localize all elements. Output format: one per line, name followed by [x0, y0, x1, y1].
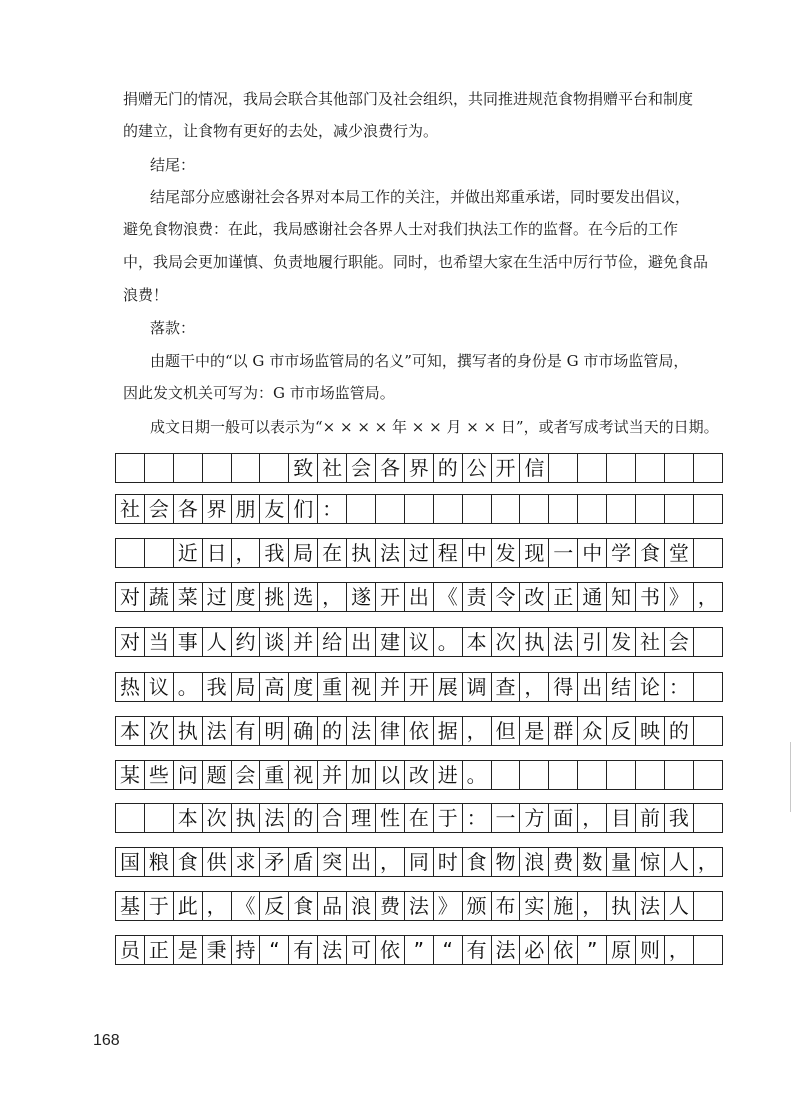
grid-cell: 依 — [549, 936, 578, 964]
grid-cell: 》 — [434, 892, 463, 920]
grid-cell: 食 — [174, 848, 203, 876]
grid-cell: 。 — [434, 628, 463, 656]
grid-cell — [694, 673, 723, 701]
grid-cell: 人 — [203, 628, 232, 656]
grid-cell: 执 — [174, 717, 203, 745]
grid-cell: 法 — [260, 804, 289, 832]
grid-cell — [347, 495, 376, 523]
grid-cell — [232, 454, 261, 482]
grid-cell — [694, 717, 723, 745]
grid-cell: 改 — [405, 761, 434, 789]
grid-cell: 食 — [289, 892, 318, 920]
grid-cell: 会 — [232, 761, 261, 789]
grid-cell — [520, 761, 549, 789]
grid-cell: 中 — [463, 539, 492, 567]
grid-cell: 结 — [607, 673, 636, 701]
grid-cell: 量 — [607, 848, 636, 876]
grid-cell: 供 — [203, 848, 232, 876]
grid-cell: 些 — [145, 761, 174, 789]
grid-cell: 视 — [347, 673, 376, 701]
grid-cell: 人 — [665, 848, 694, 876]
section-heading-signature: 落款： — [150, 319, 196, 337]
grid-cell: 现 — [520, 539, 549, 567]
grid-cell: 的 — [665, 717, 694, 745]
grid-cell: 展 — [434, 673, 463, 701]
grid-row — [115, 935, 723, 965]
grid-cell: 查 — [492, 673, 521, 701]
grid-cell: 给 — [318, 628, 347, 656]
grid-cell: 次 — [145, 717, 174, 745]
grid-cell: 是 — [174, 936, 203, 964]
grid-cell: 理 — [347, 804, 376, 832]
grid-cell — [694, 495, 723, 523]
grid-cell: 视 — [289, 761, 318, 789]
grid-cell: 必 — [520, 936, 549, 964]
grid-cell: 本 — [174, 804, 203, 832]
grid-cell: ， — [520, 673, 549, 701]
grid-cell: 知 — [607, 583, 636, 611]
grid-cell — [203, 454, 232, 482]
grid-cell: 近 — [174, 539, 203, 567]
grid-cell — [636, 495, 665, 523]
grid-cell: 议 — [145, 673, 174, 701]
grid-cell: 的 — [434, 454, 463, 482]
grid-cell: 令 — [492, 583, 521, 611]
grid-cell: 我 — [203, 673, 232, 701]
grid-cell: 品 — [318, 892, 347, 920]
grid-cell: 蔬 — [145, 583, 174, 611]
grid-cell: 人 — [665, 892, 694, 920]
grid-cell: ” — [405, 936, 434, 964]
grid-cell: ， — [463, 717, 492, 745]
grid-cell — [145, 454, 174, 482]
grid-cell — [492, 495, 521, 523]
grid-row — [115, 494, 723, 524]
grid-cell: 我 — [665, 804, 694, 832]
grid-cell — [145, 539, 174, 567]
grid-cell — [694, 892, 723, 920]
grid-cell: 重 — [260, 761, 289, 789]
grid-cell: 朋 — [232, 495, 261, 523]
grid-cell: 费 — [549, 848, 578, 876]
grid-cell — [116, 454, 145, 482]
grid-cell: 粮 — [145, 848, 174, 876]
grid-cell: 得 — [549, 673, 578, 701]
grid-cell: 反 — [607, 717, 636, 745]
grid-cell: 可 — [347, 936, 376, 964]
grid-cell: ， — [694, 583, 723, 611]
grid-cell: ： — [318, 495, 347, 523]
grid-cell: 合 — [318, 804, 347, 832]
grid-cell: 论 — [636, 673, 665, 701]
grid-cell — [434, 495, 463, 523]
grid-cell: 浪 — [347, 892, 376, 920]
grid-cell: ： — [665, 673, 694, 701]
grid-cell: 局 — [232, 673, 261, 701]
grid-cell: 发 — [607, 628, 636, 656]
grid-cell: 题 — [203, 761, 232, 789]
grid-cell: 本 — [116, 717, 145, 745]
grid-cell: 们 — [289, 495, 318, 523]
grid-cell — [694, 539, 723, 567]
body-text-line-11: 成文日期一般可以表示为“× × × × 年 × × 月 × × 日”，或者写成考试当天的日期。 — [150, 418, 719, 436]
grid-cell: ： — [463, 804, 492, 832]
grid-cell: 引 — [578, 628, 607, 656]
grid-cell: 矛 — [260, 848, 289, 876]
grid-cell: 调 — [463, 673, 492, 701]
grid-cell — [694, 804, 723, 832]
grid-cell — [174, 454, 203, 482]
grid-cell: 有 — [289, 936, 318, 964]
grid-cell: 法 — [636, 892, 665, 920]
grid-cell: 正 — [145, 936, 174, 964]
grid-cell: 出 — [578, 673, 607, 701]
grid-cell: 加 — [347, 761, 376, 789]
grid-cell: 员 — [116, 936, 145, 964]
grid-cell: 但 — [492, 717, 521, 745]
grid-row — [115, 760, 723, 790]
grid-cell: 对 — [116, 583, 145, 611]
grid-cell — [145, 804, 174, 832]
body-text-line-1: 捐赠无门的情况，我局会联合其他部门及社会组织，共同推进规范食物捐赠平台和制度 — [123, 90, 694, 108]
section-heading-closing: 结尾： — [150, 156, 196, 174]
grid-cell: 基 — [116, 892, 145, 920]
grid-cell: 本 — [463, 628, 492, 656]
grid-cell: 改 — [520, 583, 549, 611]
grid-cell: 在 — [318, 539, 347, 567]
grid-cell: 突 — [318, 848, 347, 876]
body-text-line-7: 浪费！ — [123, 286, 169, 304]
grid-row — [115, 847, 723, 877]
grid-cell — [578, 761, 607, 789]
grid-cell: 法 — [318, 936, 347, 964]
grid-cell: 责 — [463, 583, 492, 611]
grid-cell: 过 — [405, 539, 434, 567]
grid-cell: 约 — [232, 628, 261, 656]
grid-cell: 问 — [174, 761, 203, 789]
grid-cell: 时 — [434, 848, 463, 876]
grid-cell: 通 — [578, 583, 607, 611]
grid-cell: 《 — [232, 892, 261, 920]
body-text-line-2: 的建立，让食物有更好的去处，减少浪费行为。 — [123, 122, 439, 140]
grid-cell: 目 — [607, 804, 636, 832]
grid-cell: 费 — [376, 892, 405, 920]
grid-cell: 公 — [463, 454, 492, 482]
grid-cell — [694, 936, 723, 964]
grid-cell: 食 — [463, 848, 492, 876]
grid-cell — [116, 539, 145, 567]
grid-cell: 开 — [405, 673, 434, 701]
grid-cell: 盾 — [289, 848, 318, 876]
grid-cell: 有 — [463, 936, 492, 964]
grid-cell: 持 — [232, 936, 261, 964]
grid-cell: 惊 — [636, 848, 665, 876]
grid-cell: 依 — [376, 936, 405, 964]
grid-cell: 食 — [636, 539, 665, 567]
grid-cell: 布 — [492, 892, 521, 920]
grid-cell: 菜 — [174, 583, 203, 611]
grid-row — [115, 627, 723, 657]
grid-cell: 施 — [549, 892, 578, 920]
grid-cell: 程 — [434, 539, 463, 567]
grid-cell — [636, 761, 665, 789]
grid-cell: 社 — [318, 454, 347, 482]
grid-cell: ” — [578, 936, 607, 964]
grid-cell: 重 — [318, 673, 347, 701]
grid-cell: 开 — [376, 583, 405, 611]
grid-cell — [549, 454, 578, 482]
grid-cell: 会 — [665, 628, 694, 656]
grid-cell: 出 — [347, 848, 376, 876]
grid-cell: 于 — [434, 804, 463, 832]
body-text-line-10: 因此发文机关可写为：G 市市场监管局。 — [123, 384, 395, 402]
grid-cell — [665, 495, 694, 523]
grid-cell: 执 — [607, 892, 636, 920]
grid-cell: 秉 — [203, 936, 232, 964]
grid-cell: 会 — [145, 495, 174, 523]
grid-cell: 并 — [318, 761, 347, 789]
page-number: 168 — [93, 1032, 120, 1049]
grid-cell: 方 — [520, 804, 549, 832]
grid-cell: 堂 — [665, 539, 694, 567]
grid-cell: 发 — [492, 539, 521, 567]
grid-cell: 高 — [260, 673, 289, 701]
grid-cell — [578, 495, 607, 523]
grid-cell: 选 — [289, 583, 318, 611]
grid-cell: 信 — [520, 454, 549, 482]
grid-cell: 依 — [405, 717, 434, 745]
grid-cell — [665, 454, 694, 482]
grid-cell: 中 — [578, 539, 607, 567]
grid-cell: 众 — [578, 717, 607, 745]
grid-cell: 正 — [549, 583, 578, 611]
grid-cell: 议 — [405, 628, 434, 656]
grid-cell: ， — [578, 804, 607, 832]
grid-row — [115, 453, 723, 483]
grid-cell — [463, 495, 492, 523]
grid-cell: 各 — [376, 454, 405, 482]
grid-cell — [492, 761, 521, 789]
grid-row — [115, 716, 723, 746]
grid-cell: 次 — [203, 804, 232, 832]
grid-cell: 过 — [203, 583, 232, 611]
grid-cell: ， — [203, 892, 232, 920]
scan-mark — [790, 742, 791, 812]
grid-cell: 的 — [318, 717, 347, 745]
grid-cell: 遂 — [347, 583, 376, 611]
grid-cell: 友 — [260, 495, 289, 523]
grid-cell: 建 — [376, 628, 405, 656]
grid-cell: 数 — [578, 848, 607, 876]
grid-cell: 一 — [492, 804, 521, 832]
grid-cell — [405, 495, 434, 523]
grid-cell — [260, 454, 289, 482]
grid-cell: 法 — [347, 717, 376, 745]
grid-cell: 进 — [434, 761, 463, 789]
grid-cell: 浪 — [520, 848, 549, 876]
grid-cell: 《 — [434, 583, 463, 611]
grid-cell: 当 — [145, 628, 174, 656]
grid-row — [115, 672, 723, 702]
grid-cell: 日 — [203, 539, 232, 567]
grid-cell — [549, 761, 578, 789]
grid-row — [115, 582, 723, 612]
grid-cell: 。 — [463, 761, 492, 789]
grid-cell: 各 — [174, 495, 203, 523]
grid-cell: 某 — [116, 761, 145, 789]
grid-cell: “ — [260, 936, 289, 964]
grid-cell — [665, 761, 694, 789]
grid-cell: 并 — [376, 673, 405, 701]
grid-cell: 的 — [289, 804, 318, 832]
grid-cell: ， — [318, 583, 347, 611]
grid-row — [115, 538, 723, 568]
grid-cell: 此 — [174, 892, 203, 920]
body-text-line-9: 由题干中的“以 G 市市场监管局的名义”可知，撰写者的身份是 G 市市场监管局， — [150, 352, 689, 370]
grid-cell: 谈 — [260, 628, 289, 656]
grid-cell — [578, 454, 607, 482]
grid-cell: 并 — [289, 628, 318, 656]
grid-cell: 致 — [289, 454, 318, 482]
grid-cell: 执 — [232, 804, 261, 832]
grid-cell — [549, 495, 578, 523]
grid-cell: 映 — [636, 717, 665, 745]
grid-cell: 社 — [116, 495, 145, 523]
grid-cell — [607, 454, 636, 482]
grid-cell: 实 — [520, 892, 549, 920]
grid-cell: 据 — [434, 717, 463, 745]
grid-cell: 有 — [232, 717, 261, 745]
grid-cell: 局 — [289, 539, 318, 567]
grid-cell: ， — [665, 936, 694, 964]
grid-cell: 于 — [145, 892, 174, 920]
grid-row — [115, 891, 723, 921]
grid-cell — [520, 495, 549, 523]
grid-cell: 求 — [232, 848, 261, 876]
grid-cell: ， — [578, 892, 607, 920]
grid-cell — [607, 761, 636, 789]
grid-cell: 热 — [116, 673, 145, 701]
grid-cell: 是 — [520, 717, 549, 745]
grid-cell: 则 — [636, 936, 665, 964]
grid-cell: 国 — [116, 848, 145, 876]
grid-cell: ， — [376, 848, 405, 876]
grid-cell: 律 — [376, 717, 405, 745]
grid-cell — [376, 495, 405, 523]
grid-cell: 界 — [405, 454, 434, 482]
grid-cell — [116, 804, 145, 832]
grid-cell: 颁 — [463, 892, 492, 920]
grid-cell: 明 — [260, 717, 289, 745]
body-text-line-5: 避免食物浪费：在此，我局感谢社会各界人士对我们执法工作的监督。在今后的工作 — [123, 220, 679, 238]
grid-cell: 法 — [405, 892, 434, 920]
body-text-line-4: 结尾部分应感谢社会各界对本局工作的关注，并做出郑重承诺，同时要发出倡议， — [150, 188, 691, 206]
grid-cell: 社 — [636, 628, 665, 656]
grid-cell: 性 — [376, 804, 405, 832]
grid-cell: 挑 — [260, 583, 289, 611]
grid-cell: 度 — [232, 583, 261, 611]
grid-cell: 事 — [174, 628, 203, 656]
grid-cell — [694, 628, 723, 656]
grid-cell — [694, 761, 723, 789]
grid-cell: 会 — [347, 454, 376, 482]
grid-cell: 学 — [607, 539, 636, 567]
grid-cell: 出 — [347, 628, 376, 656]
grid-cell: 执 — [347, 539, 376, 567]
grid-cell: 法 — [203, 717, 232, 745]
grid-cell: 法 — [376, 539, 405, 567]
grid-cell: 开 — [492, 454, 521, 482]
body-text-line-6: 中，我局会更加谨慎、负责地履行职能。同时，也希望大家在生活中厉行节俭，避免食品 — [123, 253, 709, 271]
grid-cell — [636, 454, 665, 482]
grid-cell: 》 — [665, 583, 694, 611]
grid-cell: 书 — [636, 583, 665, 611]
grid-cell: 前 — [636, 804, 665, 832]
grid-cell: 以 — [376, 761, 405, 789]
grid-cell: 在 — [405, 804, 434, 832]
grid-cell: “ — [434, 936, 463, 964]
grid-cell: 确 — [289, 717, 318, 745]
grid-cell: ， — [232, 539, 261, 567]
grid-cell: 同 — [405, 848, 434, 876]
grid-cell: 一 — [549, 539, 578, 567]
grid-cell: 面 — [549, 804, 578, 832]
grid-cell — [694, 454, 723, 482]
grid-cell: ， — [694, 848, 723, 876]
grid-cell: 次 — [492, 628, 521, 656]
grid-cell: 我 — [260, 539, 289, 567]
grid-cell: 反 — [260, 892, 289, 920]
grid-cell: 法 — [492, 936, 521, 964]
grid-cell — [607, 495, 636, 523]
grid-cell: 度 — [289, 673, 318, 701]
grid-cell: 对 — [116, 628, 145, 656]
grid-cell: 群 — [549, 717, 578, 745]
grid-cell: 执 — [520, 628, 549, 656]
grid-cell: 原 — [607, 936, 636, 964]
grid-row — [115, 803, 723, 833]
grid-cell: 物 — [492, 848, 521, 876]
grid-cell: 。 — [174, 673, 203, 701]
grid-cell: 法 — [549, 628, 578, 656]
grid-cell: 出 — [405, 583, 434, 611]
grid-cell: 界 — [203, 495, 232, 523]
